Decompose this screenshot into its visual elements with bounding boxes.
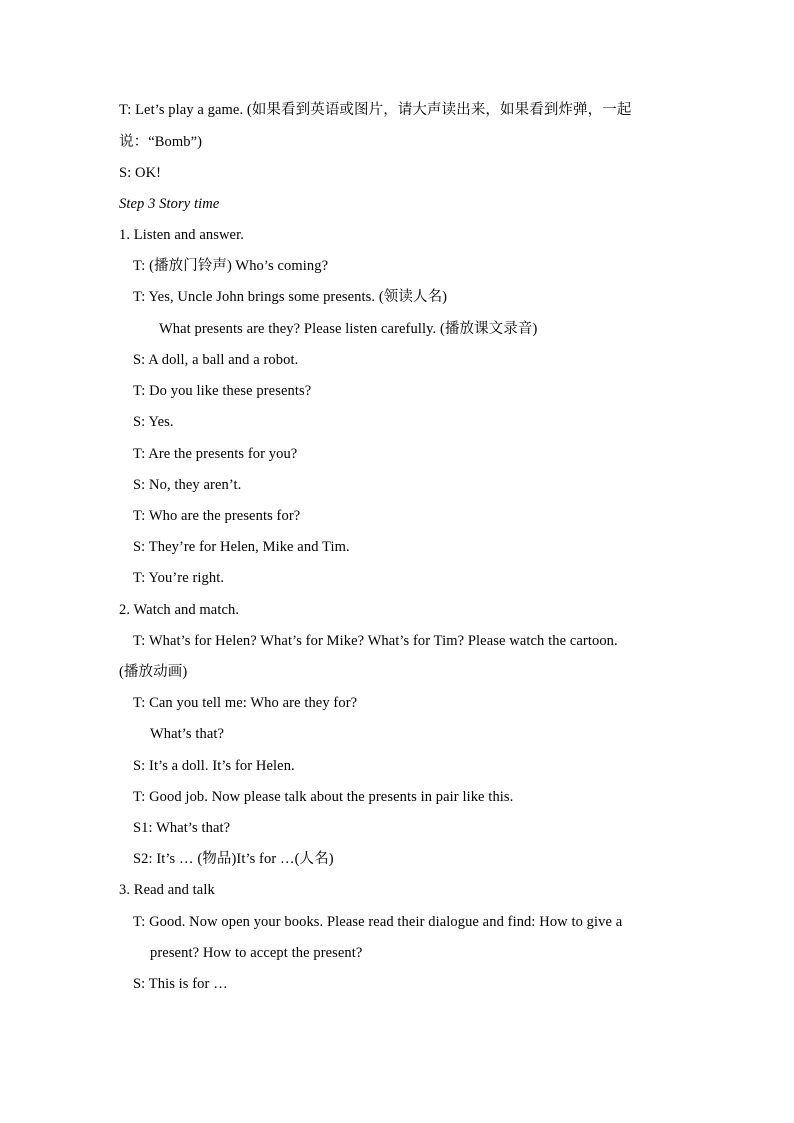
dialogue-line: T: You’re right.: [133, 570, 225, 586]
dialogue-line: S: This is for …: [133, 976, 228, 992]
dialogue-line: What’s that?: [150, 726, 225, 742]
dialogue-line: T: Who are the presents for?: [133, 508, 301, 524]
dialogue-line: S: They’re for Helen, Mike and Tim.: [133, 539, 350, 555]
dialogue-line: T: (播放门铃声) Who’s coming?: [133, 258, 329, 274]
dialogue-line: present? How to accept the present?: [150, 945, 363, 961]
dialogue-line: S: It’s a doll. It’s for Helen.: [133, 758, 295, 774]
section-3-heading: 3. Read and talk: [119, 882, 215, 898]
dialogue-line: S1: What’s that?: [133, 820, 231, 836]
dialogue-line: T: Yes, Uncle John brings some presents. (领读人名): [133, 289, 448, 305]
student-ok-line: S: OK!: [119, 165, 162, 181]
dialogue-line: T: Good job. Now please talk about the presents in pair like this.: [133, 789, 514, 805]
step-heading: Step 3 Story time: [119, 196, 220, 212]
intro-line-2: 说：“Bomb”): [119, 134, 203, 150]
dialogue-line: T: Are the presents for you?: [133, 446, 298, 462]
dialogue-line: T: What’s for Helen? What’s for Mike? What’s for Tim? Please watch the cartoon.: [133, 633, 618, 649]
dialogue-line: S: A doll, a ball and a robot.: [133, 352, 299, 368]
dialogue-line: S: Yes.: [133, 414, 174, 430]
dialogue-line: What presents are they? Please listen carefully. (播放课文录音): [159, 321, 538, 337]
dialogue-line: T: Good. Now open your books. Please read their dialogue and find: How to give a: [133, 914, 623, 930]
dialogue-line: T: Do you like these presents?: [133, 383, 312, 399]
dialogue-line: S: No, they aren’t.: [133, 477, 242, 493]
dialogue-line: (播放动画): [119, 664, 188, 680]
section-1-heading: 1. Listen and answer.: [119, 227, 244, 243]
dialogue-line: S2: It’s … (物品)It’s for …(人名): [133, 851, 334, 867]
section-2-heading: 2. Watch and match.: [119, 602, 240, 618]
dialogue-line: T: Can you tell me: Who are they for?: [133, 695, 358, 711]
intro-line-1: T: Let’s play a game. (如果看到英语或图片，请大声读出来，如果看到炸弹，一起: [119, 102, 632, 118]
